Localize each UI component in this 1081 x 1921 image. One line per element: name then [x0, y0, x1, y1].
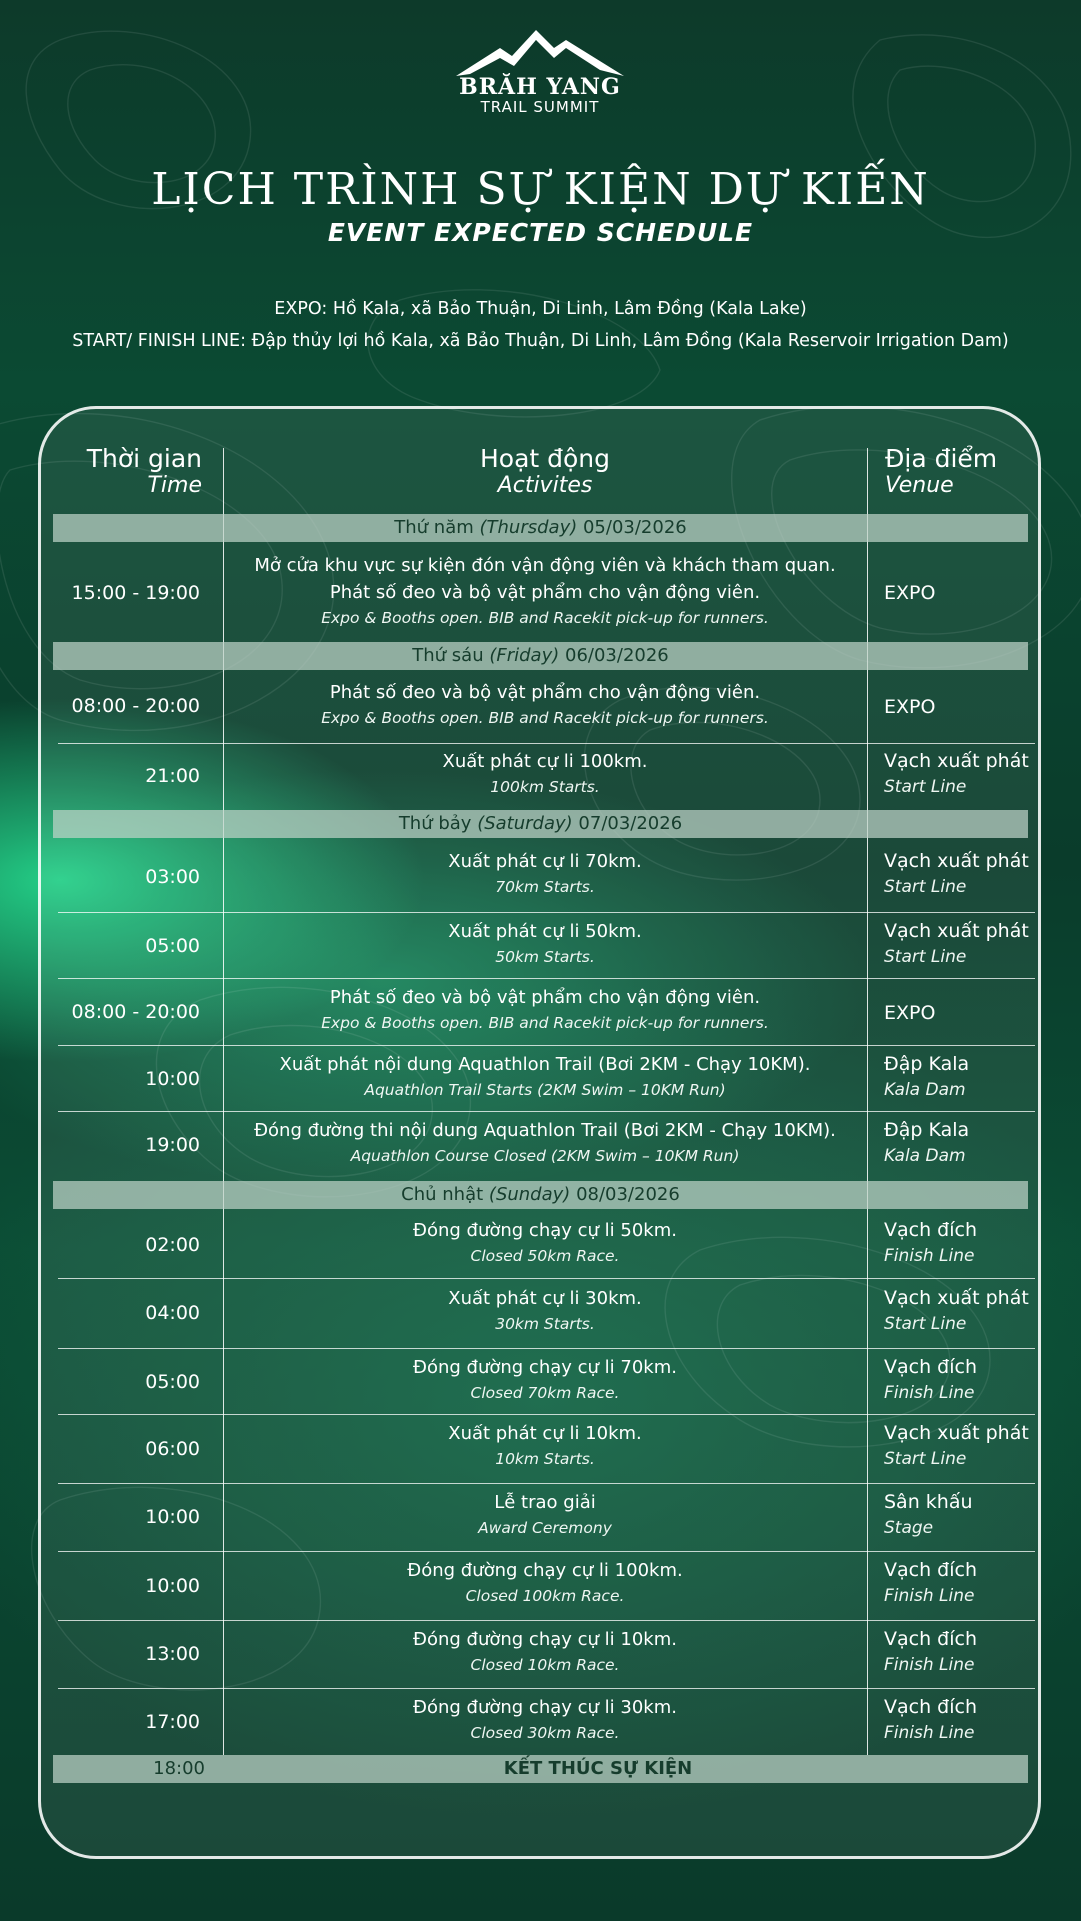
day-name-en: (Sunday) — [488, 1184, 571, 1205]
row-venue — [884, 1694, 1044, 1745]
activity-vi: Xuất phát cự li 30km. — [448, 1288, 642, 1309]
row-activity — [225, 984, 865, 1035]
activity-vi: Phát số đeo và bộ vật phẩm cho vận động viên. — [329, 987, 761, 1008]
activity-vi: Phát số đeo và bộ vật phẩm cho vận động viên. — [329, 682, 761, 703]
row-activity — [225, 1285, 865, 1336]
row-time: 08:00 - 20:00 — [71, 695, 200, 717]
activity-vi: Đóng đường thi nội dung Aquathlon Trail (Bơi 2KM - Chạy 10KM). — [254, 1120, 836, 1141]
schedule-row — [58, 1484, 1035, 1552]
schedule-row — [58, 1112, 1035, 1178]
header-time — [58, 444, 202, 498]
venue-en: Stage — [884, 1518, 934, 1538]
venue-vi: Đập Kala — [884, 1119, 970, 1141]
activity-en: 50km Starts. — [495, 948, 595, 966]
activity-en: 70km Starts. — [495, 878, 595, 896]
row-venue — [884, 694, 1044, 721]
row-venue — [884, 918, 1044, 969]
venue-vi: Vạch đích — [884, 1559, 977, 1581]
day-name: Chủ nhật — [401, 1184, 484, 1205]
activity-en: Closed 70km Race. — [470, 1384, 620, 1402]
day-date: 05/03/2026 — [582, 517, 687, 538]
header-venue — [885, 444, 1045, 498]
activity-vi: Xuất phát nội dung Aquathlon Trail (Bơi 2KM - Chạy 10KM). — [279, 1054, 811, 1075]
row-time: 05:00 — [145, 935, 200, 957]
event-logo — [440, 26, 640, 126]
day-band-sunday — [53, 1181, 1028, 1209]
venue-en: Start Line — [884, 1314, 967, 1334]
day-name: Thứ bảy — [398, 813, 472, 834]
venue-en: Finish Line — [884, 1246, 975, 1266]
activity-en: Expo & Booths open. BIB and Racekit pick-up for runners. — [321, 609, 769, 627]
day-band-saturday — [53, 810, 1028, 838]
venue-vi: Đập Kala — [884, 1053, 970, 1075]
row-time: 08:00 - 20:00 — [71, 1001, 200, 1023]
event-end-band — [53, 1755, 1028, 1783]
schedule-row — [58, 1415, 1035, 1484]
activity-en: Expo & Booths open. BIB and Racekit pick-up for runners. — [321, 1014, 769, 1032]
schedule-row — [58, 550, 1035, 636]
activity-vi: Đóng đường chạy cự li 10km. — [413, 1629, 677, 1650]
activity-en: Aquathlon Trail Starts (2KM Swim – 10KM Run) — [364, 1081, 726, 1099]
row-venue — [884, 1489, 1044, 1540]
venue-vi: Vạch xuất phát — [884, 920, 1029, 942]
row-venue — [884, 848, 1044, 899]
row-venue — [884, 1117, 1044, 1168]
activity-en: Award Ceremony — [478, 1519, 612, 1537]
header-venue-vi: Địa điểm — [885, 444, 998, 473]
row-activity — [225, 1694, 865, 1745]
row-time: 05:00 — [145, 1371, 200, 1393]
row-venue — [884, 580, 1044, 607]
venue-en: Start Line — [884, 947, 967, 967]
activity-en: Closed 50km Race. — [470, 1247, 620, 1265]
row-venue — [884, 1285, 1044, 1336]
header-activity — [225, 444, 865, 498]
row-activity — [225, 552, 865, 630]
header-time-en: Time — [147, 473, 202, 498]
schedule-row — [58, 1552, 1035, 1621]
venue-en: Start Line — [884, 777, 967, 797]
schedule-row — [58, 745, 1035, 807]
day-name-en: (Friday) — [489, 645, 560, 666]
row-time: 03:00 — [145, 866, 200, 888]
activity-vi: Đóng đường chạy cự li 50km. — [413, 1220, 677, 1241]
row-time: 04:00 — [145, 1302, 200, 1324]
row-time: 17:00 — [145, 1711, 200, 1733]
schedule-row — [58, 979, 1035, 1046]
venue-vi: Vạch xuất phát — [884, 1422, 1029, 1444]
activity-vi: Xuất phát cự li 50km. — [448, 921, 642, 942]
activity-en: Closed 30km Race. — [470, 1724, 620, 1742]
row-time: 21:00 — [145, 765, 200, 787]
day-date: 06/03/2026 — [565, 645, 669, 666]
start-finish-location: START/ FINISH LINE: Đập thủy lợi hồ Kala, xã Bảo Thuận, Di Linh, Lâm Đồng (Kala Reservoir Irrigation Dam) — [72, 331, 1009, 351]
venue-vi: Vạch xuất phát — [884, 850, 1029, 872]
schedule-row — [58, 1046, 1035, 1112]
venue-vi: Sân khấu — [884, 1491, 973, 1513]
activity-vi: Lễ trao giải — [494, 1492, 596, 1513]
venue-en: Start Line — [884, 1449, 967, 1469]
venue-en: Start Line — [884, 877, 967, 897]
header-venue-en: Venue — [885, 473, 954, 498]
venue-vi: Vạch xuất phát — [884, 750, 1029, 772]
schedule-row — [58, 913, 1035, 979]
row-venue — [884, 1557, 1044, 1608]
day-name: Thứ sáu — [412, 645, 484, 666]
activity-en: 10km Starts. — [495, 1450, 595, 1468]
venue-en: Finish Line — [884, 1723, 975, 1743]
mountain-icon — [450, 26, 630, 78]
row-time: 10:00 — [145, 1575, 200, 1597]
expo-location: EXPO: Hồ Kala, xã Bảo Thuận, Di Linh, Lâm Đồng (Kala Lake) — [274, 299, 807, 319]
activity-vi: Đóng đường chạy cự li 70km. — [413, 1357, 677, 1378]
activity-en: Aquathlon Course Closed (2KM Swim – 10KM Run) — [350, 1147, 740, 1165]
activity-en: Closed 10km Race. — [470, 1656, 620, 1674]
schedule-row — [58, 1349, 1035, 1415]
row-activity — [225, 679, 865, 730]
venue-en: Finish Line — [884, 1383, 975, 1403]
header-activity-vi: Hoạt động — [479, 444, 611, 473]
header-time-vi: Thời gian — [86, 444, 202, 473]
activity-vi: Mở cửa khu vực sự kiện đón vận động viên và khách tham quan. — [254, 555, 836, 576]
row-activity — [225, 918, 865, 969]
activity-vi-2: Phát số đeo và bộ vật phẩm cho vận động viên. — [329, 582, 761, 603]
day-date: 07/03/2026 — [578, 813, 683, 834]
day-name: Thứ năm — [394, 517, 474, 538]
activity-vi: Đóng đường chạy cự li 30km. — [413, 1697, 677, 1718]
row-activity — [225, 848, 865, 899]
header-activity-en: Activites — [497, 473, 593, 498]
venue-vi: EXPO — [884, 582, 936, 604]
day-band-friday — [53, 642, 1028, 670]
row-venue — [884, 1626, 1044, 1677]
venue-vi: EXPO — [884, 696, 936, 718]
row-activity — [225, 748, 865, 799]
schedule-row — [58, 1212, 1035, 1279]
row-time: 15:00 - 19:00 — [71, 582, 200, 604]
venue-vi: Vạch đích — [884, 1628, 977, 1650]
schedule-row — [58, 675, 1035, 744]
activity-vi: Xuất phát cự li 10km. — [448, 1423, 642, 1444]
row-activity — [225, 1051, 865, 1102]
row-time: 13:00 — [145, 1643, 200, 1665]
day-name-en: (Saturday) — [477, 813, 573, 834]
row-activity — [225, 1420, 865, 1471]
row-venue — [884, 1000, 1044, 1027]
activity-vi: Xuất phát cự li 100km. — [442, 751, 648, 772]
logo-subtitle: TRAIL SUMMIT — [480, 98, 600, 116]
row-time: 10:00 — [145, 1506, 200, 1528]
row-activity — [225, 1557, 865, 1608]
venue-vi: Vạch xuất phát — [884, 1287, 1029, 1309]
schedule-row — [58, 1689, 1035, 1753]
venue-vi: Vạch đích — [884, 1356, 977, 1378]
schedule-row — [58, 1279, 1035, 1349]
venue-en: Kala Dam — [884, 1080, 966, 1100]
schedule-row — [58, 842, 1035, 913]
row-time: 02:00 — [145, 1234, 200, 1256]
venue-en: Finish Line — [884, 1655, 975, 1675]
row-activity — [225, 1117, 865, 1168]
activity-en: 100km Starts. — [490, 778, 600, 796]
row-time: 10:00 — [145, 1068, 200, 1090]
page-subtitle: EVENT EXPECTED SCHEDULE — [327, 218, 754, 247]
activity-vi: Đóng đường chạy cự li 100km. — [407, 1560, 683, 1581]
activity-vi: Xuất phát cự li 70km. — [448, 851, 642, 872]
activity-en: Expo & Booths open. BIB and Racekit pick-up for runners. — [321, 709, 769, 727]
end-time: 18:00 — [153, 1758, 205, 1779]
day-name-en: (Thursday) — [479, 517, 578, 538]
activity-en: Closed 100km Race. — [465, 1587, 625, 1605]
venue-vi: Vạch đích — [884, 1696, 977, 1718]
venue-vi: Vạch đích — [884, 1219, 977, 1241]
end-label: KẾT THÚC SỰ KIỆN — [503, 1758, 693, 1779]
row-time: 06:00 — [145, 1438, 200, 1460]
row-time: 19:00 — [145, 1134, 200, 1156]
row-activity — [225, 1489, 865, 1540]
row-activity — [225, 1217, 865, 1268]
schedule-row — [58, 1621, 1035, 1689]
activity-en: 30km Starts. — [495, 1315, 595, 1333]
row-venue — [884, 1420, 1044, 1471]
day-date: 08/03/2026 — [576, 1184, 680, 1205]
row-activity — [225, 1354, 865, 1405]
row-venue — [884, 1217, 1044, 1268]
venue-en: Kala Dam — [884, 1146, 966, 1166]
venue-en: Finish Line — [884, 1586, 975, 1606]
row-venue — [884, 1354, 1044, 1405]
row-venue — [884, 748, 1044, 799]
page-title: LỊCH TRÌNH SỰ KIỆN DỰ KIẾN — [151, 164, 930, 215]
row-activity — [225, 1626, 865, 1677]
venue-vi: EXPO — [884, 1002, 936, 1024]
row-venue — [884, 1051, 1044, 1102]
logo-name: BRĂH YANG — [459, 74, 621, 100]
day-band-thursday — [53, 514, 1028, 542]
